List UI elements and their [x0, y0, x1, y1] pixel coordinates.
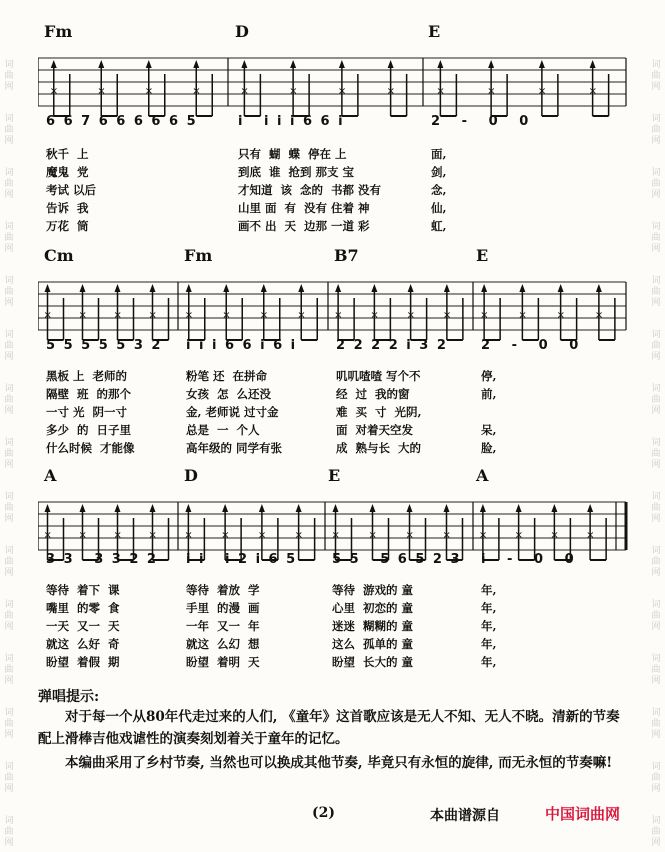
- lyric-segment: 年,: [481, 637, 497, 651]
- chord-label: E: [328, 466, 341, 485]
- watermark-text: 词 曲 网: [651, 546, 661, 578]
- lyric-segment: 手里 的漫 画: [186, 601, 260, 615]
- chord-label: Fm: [44, 22, 73, 41]
- chord-label: D: [184, 466, 198, 485]
- svg-text:×: ×: [370, 310, 379, 321]
- lyric-segment: 等待 着下 课: [46, 583, 120, 597]
- svg-text:×: ×: [259, 310, 269, 321]
- hint-paragraph-1: 对于每一个从80年代走过来的人们, 《童年》这首歌应该是无人不知、无人不晓。清新的节奏配上滑棒吉他戏谑性的演奏刻划着关于童年的记忆。: [38, 709, 620, 747]
- svg-text:×: ×: [337, 86, 347, 97]
- watermark-text: 词 曲 网: [4, 492, 14, 524]
- site-logo-text: 中国词曲网: [545, 805, 621, 823]
- chord-label: Fm: [184, 246, 213, 265]
- svg-text:×: ×: [97, 86, 106, 97]
- hint-title: 弹唱提示:: [38, 689, 100, 705]
- lyric-segment: 年,: [481, 619, 497, 633]
- lyric-segment: 魔鬼 党: [46, 165, 89, 179]
- rhythm-staff: [38, 268, 628, 346]
- lyric-line: [38, 618, 628, 634]
- lyric-segment: 叽叽喳喳 写个不: [336, 369, 421, 383]
- svg-text:×: ×: [334, 310, 343, 321]
- lyric-segment: 到底 谁 抢到 那支 宝: [238, 165, 355, 179]
- jianpu-measure: i i i i 6 6 i: [238, 114, 345, 129]
- lyric-line: [38, 146, 628, 162]
- svg-text:×: ×: [294, 530, 304, 541]
- svg-text:×: ×: [43, 310, 52, 321]
- lyric-segment: 念,: [431, 183, 447, 197]
- lyric-segment: 画不 出 天 边那 一道 彩: [238, 219, 370, 233]
- svg-text:×: ×: [43, 530, 52, 541]
- svg-text:×: ×: [586, 530, 595, 541]
- lyric-segment: 金, 老师说 过寸金: [186, 405, 279, 419]
- svg-text:×: ×: [514, 530, 524, 541]
- svg-text:×: ×: [550, 530, 559, 541]
- svg-text:×: ×: [289, 86, 298, 97]
- jianpu-measure: 5 5 5 5 5 3 2: [46, 338, 163, 353]
- svg-text:×: ×: [240, 86, 249, 97]
- lyric-line: [38, 218, 628, 234]
- watermark-text: 词 曲 网: [4, 222, 14, 254]
- watermark-text: 词 曲 网: [4, 168, 14, 200]
- svg-text:×: ×: [480, 310, 489, 321]
- lyric-segment: 隔壁 班 的那个: [46, 387, 132, 401]
- watermark-text: 词 曲 网: [4, 546, 14, 578]
- lyric-segment: 盼望 长大的 童: [332, 655, 414, 669]
- lyric-line: [38, 164, 628, 180]
- jianpu-line: [38, 114, 628, 132]
- lyric-segment: 总是 一 个人: [186, 423, 260, 437]
- svg-text:×: ×: [78, 310, 87, 321]
- svg-text:×: ×: [537, 86, 547, 97]
- svg-text:×: ×: [487, 86, 496, 97]
- svg-text:×: ×: [113, 310, 122, 321]
- lyric-segment: 万花 筒: [46, 219, 89, 233]
- svg-text:×: ×: [78, 530, 87, 541]
- lyric-line: [38, 368, 628, 384]
- lyric-segment: 就这 么好 奇: [46, 637, 120, 651]
- svg-text:×: ×: [405, 530, 414, 541]
- lyric-segment: 剑,: [431, 165, 447, 179]
- lyric-segment: 成 熟与长 大的: [336, 441, 422, 455]
- lyric-segment: 面 对着天空发: [336, 423, 414, 437]
- svg-text:×: ×: [184, 310, 194, 321]
- jianpu-line: [38, 338, 628, 356]
- jianpu-measure: 2 - 0 0: [431, 114, 531, 129]
- svg-text:×: ×: [331, 530, 340, 541]
- lyric-segment: 才知道 该 念的 书都 没有: [238, 183, 382, 197]
- score-system-1: [38, 22, 628, 252]
- jianpu-measure: 3 3 3 3 2 2: [46, 552, 158, 567]
- source-label: 本曲谱源自: [430, 808, 500, 824]
- lyric-segment: 仙,: [431, 201, 447, 215]
- lyric-segment: 一年 又一 年: [186, 619, 260, 633]
- watermark-text: 词 曲 网: [651, 600, 661, 632]
- lyric-line: [38, 582, 628, 598]
- svg-text:×: ×: [368, 530, 377, 541]
- svg-text:×: ×: [518, 310, 527, 321]
- jianpu-measure: 5 5 5 6 5 2 3: [332, 552, 462, 567]
- lyric-segment: 盼望 着明 天: [186, 655, 260, 669]
- lyric-segment: 一寸 光 阴一寸: [46, 405, 128, 419]
- svg-text:×: ×: [436, 86, 445, 97]
- jianpu-measure: 6 6 7 6 6 6 6 6 5: [46, 114, 198, 129]
- svg-text:×: ×: [192, 86, 201, 97]
- watermark-text: 词 曲 网: [651, 330, 661, 362]
- lyric-segment: 盼望 着假 期: [46, 655, 120, 669]
- svg-text:×: ×: [478, 530, 488, 541]
- watermark-text: 词 曲 网: [651, 168, 661, 200]
- svg-text:×: ×: [588, 86, 598, 97]
- lyric-segment: 高年级的 同学有张: [186, 441, 283, 455]
- jianpu-measure: i i i 6 6 i 6 i: [186, 338, 298, 353]
- watermark-text: 词 曲 网: [4, 330, 14, 362]
- watermark-text: 词 曲 网: [4, 276, 14, 308]
- lyric-segment: 什么时候 才能像: [46, 441, 135, 455]
- svg-text:×: ×: [442, 310, 452, 321]
- hint-paragraph-2: 本编曲采用了乡村节奏, 当然也可以换成其他节奏, 毕竟只有永恒的旋律, 而无永恒的节奏嘛!: [65, 755, 613, 771]
- lyric-line: [38, 654, 628, 670]
- lyric-segment: 虹,: [431, 219, 447, 233]
- lyric-segment: 经 过 我的窗: [336, 387, 410, 401]
- watermark-text: 词 曲 网: [4, 600, 14, 632]
- svg-text:×: ×: [222, 310, 231, 321]
- jianpu-measure: 2 - 0 0: [481, 338, 581, 353]
- lyric-line: [38, 636, 628, 652]
- lyric-segment: 等待 着放 学: [186, 583, 260, 597]
- watermark-text: 词 曲 网: [651, 438, 661, 470]
- watermark-right: [649, 0, 663, 852]
- lyric-segment: 告诉 我: [46, 201, 89, 215]
- score-system-2: [38, 246, 628, 466]
- lyric-line: [38, 600, 628, 616]
- lyric-segment: 多少 的 日子里: [46, 423, 132, 437]
- chord-label: E: [428, 22, 441, 41]
- lyric-segment: 等待 游戏的 童: [332, 583, 414, 597]
- lyric-segment: 黑板 上 老师的: [46, 369, 128, 383]
- svg-text:×: ×: [406, 310, 416, 321]
- watermark-text: 词 曲 网: [4, 654, 14, 686]
- watermark-text: 词 曲 网: [651, 492, 661, 524]
- lyric-segment: 迷迷 糊糊的 童: [332, 619, 414, 633]
- svg-text:×: ×: [594, 310, 604, 321]
- lyric-segment: 粉笔 还 在拼命: [186, 369, 268, 383]
- lyric-segment: 嘴里 的零 食: [46, 601, 120, 615]
- watermark-text: 词 曲 网: [651, 708, 661, 740]
- chord-label: A: [476, 466, 489, 485]
- svg-text:×: ×: [257, 530, 267, 541]
- chord-label: B7: [334, 246, 359, 265]
- watermark-text: 词 曲 网: [4, 816, 14, 848]
- lyric-segment: 脸,: [481, 441, 497, 455]
- rhythm-staff: [38, 44, 628, 122]
- svg-text:×: ×: [442, 530, 451, 541]
- lyric-line: [38, 200, 628, 216]
- watermark-text: 词 曲 网: [4, 114, 14, 146]
- lyric-line: [38, 422, 628, 438]
- svg-text:×: ×: [49, 86, 59, 97]
- lyric-line: [38, 404, 628, 420]
- svg-text:×: ×: [386, 86, 396, 97]
- watermark-text: 词 曲 网: [651, 762, 661, 794]
- lyric-segment: 这么 孤单的 童: [332, 637, 414, 651]
- jianpu-line: [38, 552, 628, 570]
- watermark-text: 词 曲 网: [651, 654, 661, 686]
- lyric-line: [38, 440, 628, 456]
- lyric-segment: 只有 蝴 蝶 停在 上: [238, 147, 347, 161]
- jianpu-measure: i i i 2 i 6 5: [186, 552, 298, 567]
- svg-text:×: ×: [113, 530, 122, 541]
- lyric-segment: 前,: [481, 387, 497, 401]
- lyric-line: [38, 386, 628, 402]
- chord-label: A: [44, 466, 57, 485]
- lyric-segment: 年,: [481, 583, 497, 597]
- chord-label: Cm: [44, 246, 74, 265]
- score-system-3: [38, 466, 628, 686]
- lyric-segment: 秋千 上: [46, 147, 89, 161]
- lyric-segment: 心里 初恋的 童: [332, 601, 414, 615]
- lyric-segment: 呆,: [481, 423, 497, 437]
- svg-text:×: ×: [184, 530, 193, 541]
- watermark-text: 词 曲 网: [651, 222, 661, 254]
- svg-text:×: ×: [144, 86, 154, 97]
- lyric-segment: 山里 面 有 没有 住着 神: [238, 201, 370, 215]
- watermark-text: 词 曲 网: [651, 114, 661, 146]
- watermark-text: 词 曲 网: [651, 276, 661, 308]
- lyric-segment: 就这 么幻 想: [186, 637, 260, 651]
- lyric-segment: 一天 又一 天: [46, 619, 120, 633]
- watermark-text: 词 曲 网: [4, 708, 14, 740]
- lyric-segment: 女孩 怎 么还没: [186, 387, 272, 401]
- svg-text:×: ×: [221, 530, 230, 541]
- chord-label: E: [476, 246, 489, 265]
- lyric-segment: 难 买 寸 光阴,: [336, 405, 422, 419]
- svg-text:×: ×: [148, 530, 157, 541]
- lyric-segment: 停,: [481, 369, 497, 383]
- jianpu-measure: 2 2 2 2 i 3 2: [336, 338, 448, 353]
- watermark-text: 词 曲 网: [651, 816, 661, 848]
- lyric-segment: 年,: [481, 655, 497, 669]
- svg-text:×: ×: [148, 310, 157, 321]
- watermark-text: 词 曲 网: [4, 438, 14, 470]
- watermark-left: [2, 0, 16, 852]
- lyric-segment: 考试 以后: [46, 183, 97, 197]
- svg-text:×: ×: [297, 310, 306, 321]
- svg-text:×: ×: [556, 310, 566, 321]
- watermark-text: 词 曲 网: [651, 60, 661, 92]
- chord-label: D: [235, 22, 249, 41]
- watermark-text: 词 曲 网: [4, 60, 14, 92]
- lyric-segment: 年,: [481, 601, 497, 615]
- page-number: (2): [312, 805, 335, 821]
- watermark-text: 词 曲 网: [651, 384, 661, 416]
- lyric-line: [38, 182, 628, 198]
- jianpu-measure: i - 0 0: [481, 552, 576, 567]
- lyric-segment: 面,: [431, 147, 447, 161]
- watermark-text: 词 曲 网: [4, 762, 14, 794]
- watermark-text: 词 曲 网: [4, 384, 14, 416]
